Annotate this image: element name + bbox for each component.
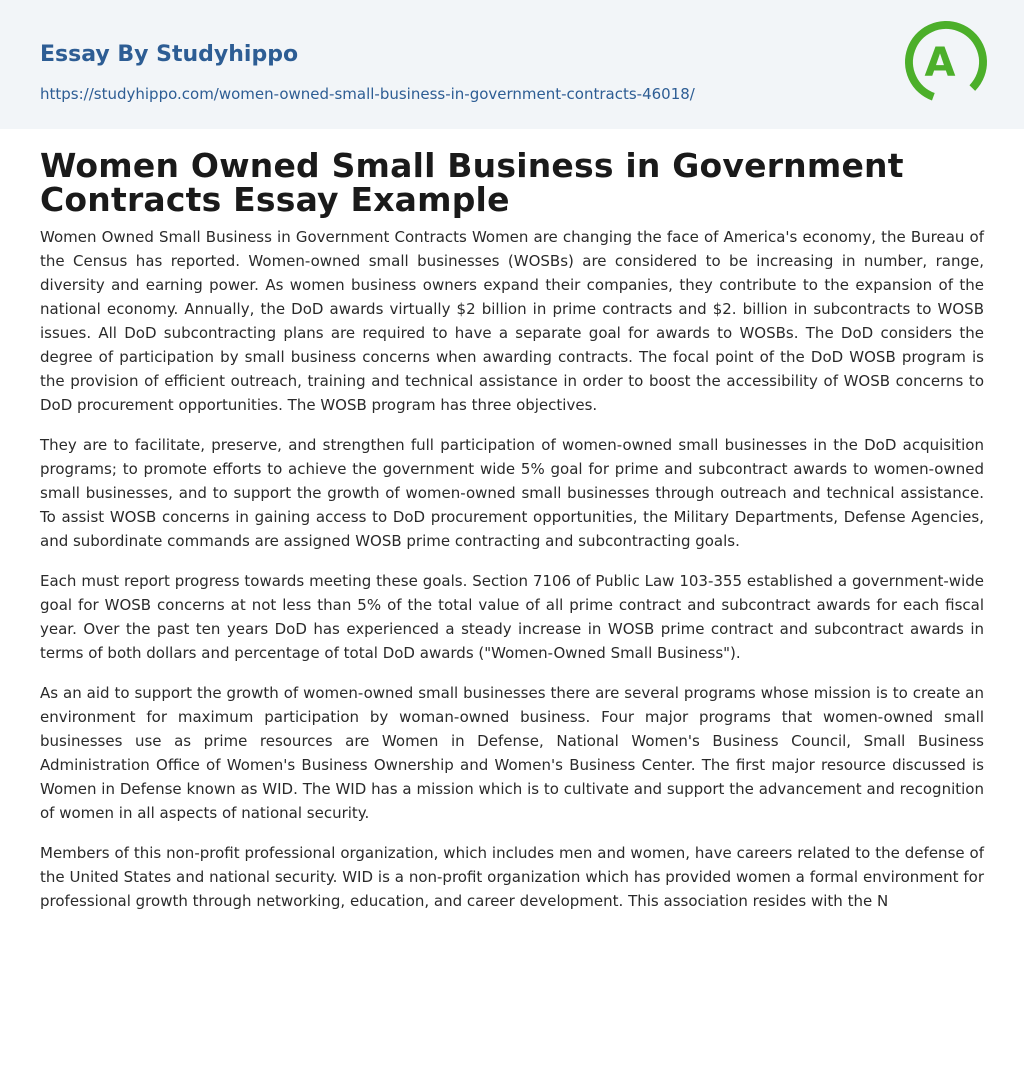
essay-url-link[interactable]: https://studyhippo.com/women-owned-small-business-in-government-contracts-46018/ (40, 85, 695, 103)
brand-title[interactable]: Essay By Studyhippo (40, 42, 299, 67)
article (0, 129, 1024, 913)
article-paragraph: They are to facilitate, preserve, and strengthen full participation of women-owned small businesses in the DoD acquisition programs; to promote efforts to achieve the government wide 5% goal for prime and subcontract awards to women-owned small businesses, and to support the growth of women-owned small businesses through outreach and technical assistance. To assist WOSB concerns in gaining access to DoD procurement opportunities, the Military Departments, Defense Agencies, and subordinate commands are assigned WOSB prime contracting and subcontracting goals. (40, 436, 984, 550)
article-paragraph: Women Owned Small Business in Government Contracts Women are changing the face of America's economy, the Bureau of the Census has reported. Women-owned small businesses (WOSBs) are considered to be increasing in number, range, diversity and earning power. As women business owners expand their companies, they contribute to the expansion of the national economy. Annually, the DoD awards virtually $2 billion in prime contracts and $2. billion in subcontracts to WOSB issues. All DoD subcontracting plans are required to have a separate goal for awards to WOSBs. The DoD considers the degree of participation by small business concerns when awarding contracts. The focal point of the DoD WOSB program is the provision of efficient outreach, training and technical assistance in order to boost the accessibility of WOSB concerns to DoD procurement opportunities. The WOSB program has three objectives. (40, 228, 984, 414)
article-paragraph: As an aid to support the growth of women-owned small businesses there are several programs whose mission is to create an environment for maximum participation by woman-owned business. Four major programs that women-owned small businesses use as prime resources are Women in Defense, National Women's Business Council, Small Business Administration Office of Women's Business Ownership and Women's Business Center. The first major resource discussed is Women in Defense known as WID. The WID has a mission which is to cultivate and support the advancement and recognition of women in all aspects of national security. (40, 684, 984, 822)
studyhippo-logo-icon[interactable] (902, 18, 990, 106)
site-header (0, 0, 1024, 129)
article-paragraph: Members of this non-profit professional organization, which includes men and women, have careers related to the defense of the United States and national security. WID is a non-profit organization which has provided women a formal environment for professional growth through networking, education, and career development. This association resides with the N (40, 844, 984, 910)
page-title: Women Owned Small Business in Government Contracts Essay Example (40, 146, 904, 219)
logo-letter: A (924, 40, 956, 86)
article-paragraph: Each must report progress towards meeting these goals. Section 7106 of Public Law 103-355 established a government-wide goal for WOSB concerns at not less than 5% of the total value of all prime contract and subcontract awards for each fiscal year. Over the past ten years DoD has experienced a steady increase in WOSB prime contract and subcontract awards in terms of both dollars and percentage of total DoD awards ("Women-Owned Small Business"). (40, 572, 984, 662)
